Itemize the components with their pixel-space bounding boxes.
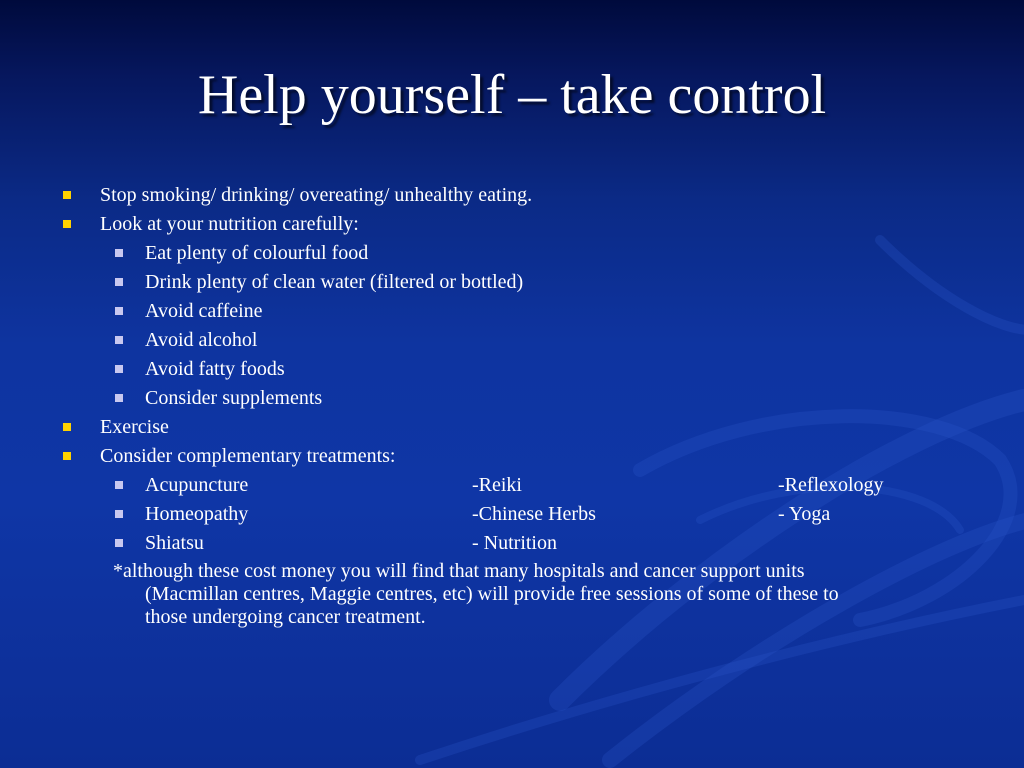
lavender-square-bullet-icon xyxy=(115,278,123,286)
treatment-cell: Acupuncture xyxy=(145,474,249,496)
slide-title: Help yourself – take control xyxy=(197,64,827,126)
lavender-square-bullet-icon xyxy=(115,365,123,373)
lavender-square-bullet-icon xyxy=(115,481,123,489)
footnote-line: *although these cost money you will find that many hospitals and cancer support units xyxy=(113,560,805,582)
yellow-square-bullet-icon xyxy=(63,191,71,199)
sub-bullet-item: Consider supplements xyxy=(145,387,323,409)
footnote-line: (Macmillan centres, Maggie centres, etc) will provide free sessions of some of these to xyxy=(145,583,839,605)
bullet-stop-smoking: Stop smoking/ drinking/ overeating/ unhealthy eating. xyxy=(100,184,533,206)
treatment-cell: -Chinese Herbs xyxy=(472,503,596,525)
lavender-square-bullet-icon xyxy=(115,510,123,518)
sub-bullet-item: Drink plenty of clean water (filtered or bottled) xyxy=(145,271,524,293)
sub-bullet-item: Avoid fatty foods xyxy=(145,358,285,380)
yellow-square-bullet-icon xyxy=(63,452,71,460)
treatment-cell: Shiatsu xyxy=(145,532,204,554)
lavender-square-bullet-icon xyxy=(115,307,123,315)
lavender-square-bullet-icon xyxy=(115,336,123,344)
treatment-row xyxy=(145,530,945,556)
sub-bullet-item: Avoid caffeine xyxy=(145,300,263,322)
footnote xyxy=(113,560,963,629)
sub-bullet-item: Avoid alcohol xyxy=(145,329,258,351)
treatment-cell: -Reiki xyxy=(472,474,522,496)
sub-bullet-item: Eat plenty of colourful food xyxy=(145,242,369,264)
footnote-line: those undergoing cancer treatment. xyxy=(145,606,426,628)
yellow-square-bullet-icon xyxy=(63,423,71,431)
lavender-square-bullet-icon xyxy=(115,394,123,402)
lavender-square-bullet-icon xyxy=(115,249,123,257)
bullet-complementary: Consider complementary treatments: xyxy=(100,445,396,467)
yellow-square-bullet-icon xyxy=(63,220,71,228)
treatment-cell: - Yoga xyxy=(778,503,831,525)
treatment-row xyxy=(145,501,945,527)
bullet-nutrition: Look at your nutrition carefully: xyxy=(100,213,359,235)
treatment-cell: - Nutrition xyxy=(472,532,557,554)
treatment-cell: -Reflexology xyxy=(778,474,884,496)
lavender-square-bullet-icon xyxy=(115,539,123,547)
treatment-cell: Homeopathy xyxy=(145,503,249,525)
treatment-row xyxy=(145,472,945,498)
bullet-exercise: Exercise xyxy=(100,416,169,438)
